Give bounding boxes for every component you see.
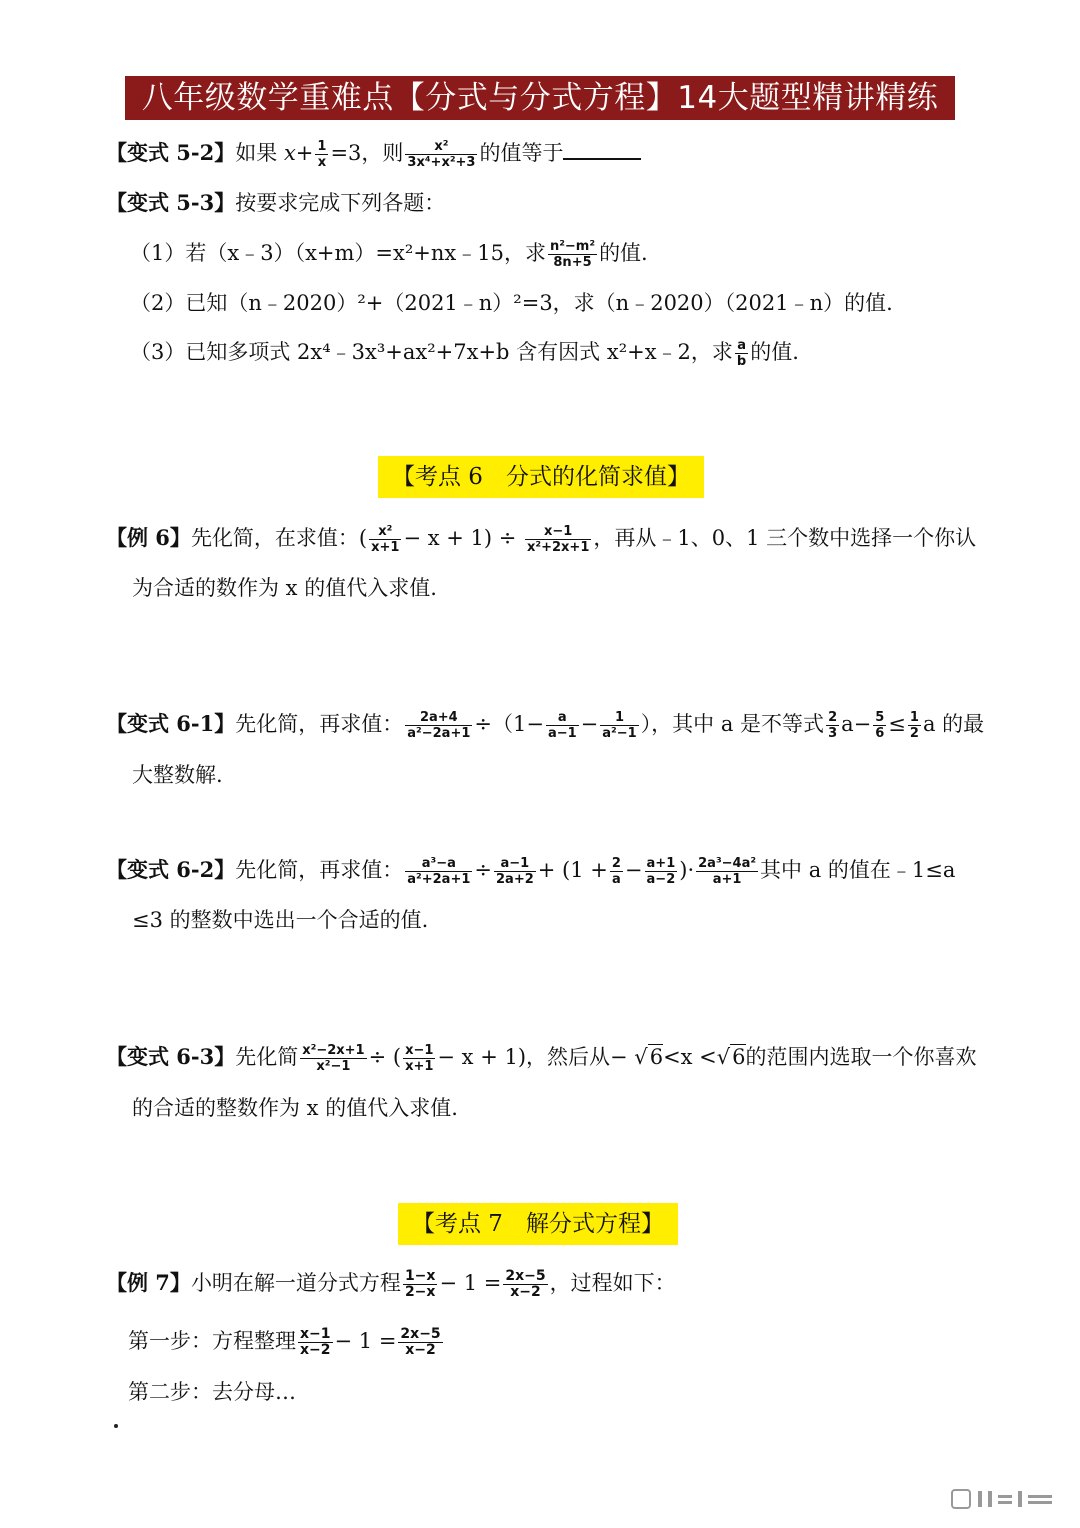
fraction: $\frac{1}{2}$	[909, 710, 919, 741]
fraction: $\frac{2}{3}$	[828, 710, 838, 741]
answer-blank	[563, 140, 641, 160]
problem-5-3-part-2: （2）已知（n﹣2020）²+（2021﹣n）²=3，求（n﹣2020）（2021﹣n）的值.	[130, 291, 893, 315]
fraction: $\frac{\text{x²}}{\text{3x⁴+x²+3}}$	[407, 139, 476, 170]
problem-tag: 【变式 6-2】	[106, 857, 236, 882]
problem-6-3: 【变式 6-3】先化简 $\frac{\text{x²−2x+1}}{\text{x²−1}}$ ÷ ( $\frac{x-1}{x+1}$ − x + 1)，然后从− √6<x <√6的范围内选取一个你喜欢	[106, 1043, 977, 1074]
problem-5-3: 【变式 5-3】按要求完成下列各题：	[106, 190, 446, 215]
fraction: $\frac{x-1}{x-2}$	[300, 1326, 331, 1358]
fraction: $\frac{\text{2a³−4a²}}{a+1}$	[698, 856, 757, 887]
problem-6-2-line-2: ≤3 的整数中选出一个合适的值.	[132, 908, 429, 932]
watermark-icon	[948, 1487, 1058, 1511]
problem-tag: 【变式 5-3】	[106, 190, 236, 215]
section-heading-7: 【考点 7 解分式方程】	[398, 1203, 678, 1245]
fraction: $\frac{2a+4}{\text{a²−2a+1}}$	[407, 710, 471, 741]
fraction: $\frac{x-1}{\text{x²+2x+1}}$	[527, 524, 590, 555]
problem-6-3-line-2: 的合适的整数作为 x 的值代入求值.	[132, 1096, 458, 1120]
example-6: 【例 6】先化简，在求值：( $\frac{\text{x²}}{x+1}$ − x + 1) ÷ $\frac{x-1}{\text{x²+2x+1}}$ ，再从﹣1、0、1 三个数中选择一个你认	[106, 524, 977, 555]
problem-5-3-part-1: （1）若（x﹣3）（x+m）=x²+nx﹣15，求 $\frac{\text{n²−m²}}{8n+5}$ 的值.	[130, 239, 648, 270]
fraction: $\frac{1}{\text{a²−1}}$	[602, 710, 637, 741]
fraction: $\frac{a}{a-1}$	[547, 710, 577, 741]
problem-tag: 【例 6】	[106, 525, 191, 550]
problem-5-2: 【变式 5-2】如果 x+ $\frac{1}{x}$ =3，则 $\frac{\text{x²}}{\text{3x⁴+x²+3}}$ 的值等于	[106, 138, 641, 170]
example-7-step-2: 第二步：去分母…	[128, 1380, 296, 1404]
fraction: $\frac{a-1}{2a+2}$	[496, 856, 534, 887]
problem-6-1: 【变式 6-1】先化简，再求值： $\frac{2a+4}{\text{a²−2a+1}}$ ÷（1− $\frac{a}{a-1}$ − $\frac{1}{\text{a²−1}}$ ），其中 a 是不等式 $\frac{2}{3}$ a− $\frac{5}{6}$ ≤ $\frac{1}{2}$ a 的最	[106, 710, 985, 741]
example-7: 【例 7】小明在解一道分式方程 $\frac{1-x}{2-x}$ − 1 = $\frac{2x-5}{x-2}$ ，过程如下：	[106, 1268, 676, 1300]
fraction: $\frac{5}{6}$	[875, 710, 885, 741]
fraction: $\frac{x-1}{x+1}$	[405, 1043, 434, 1074]
fraction: $\frac{\text{x²}}{x+1}$	[371, 524, 400, 555]
section-heading-6: 【考点 6 分式的化简求值】	[378, 456, 704, 498]
bullet-dot	[114, 1424, 118, 1428]
problem-6-2: 【变式 6-2】先化简，再求值： $\frac{\text{a³−a}}{\text{a²+2a+1}}$ ÷ $\frac{a-1}{2a+2}$ + (1 + $\frac{2}{a}$ − $\frac{a+1}{a-2}$ )· $\frac{\text{2a³−4a²}}{a+1}$ 其中 a 的值在﹣1≤a	[106, 856, 956, 887]
problem-6-1-line-2: 大整数解.	[132, 763, 223, 787]
fraction: $\frac{1-x}{2-x}$	[404, 1268, 436, 1300]
fraction: $\frac{2}{a}$	[611, 856, 621, 887]
fraction: $\frac{1}{x}$	[317, 139, 327, 170]
problem-tag: 【变式 5-2】	[106, 140, 236, 165]
fraction: $\frac{a+1}{a-2}$	[646, 856, 676, 887]
problem-tag: 【变式 6-1】	[106, 711, 236, 736]
example-6-line-2: 为合适的数作为 x 的值代入求值.	[132, 576, 437, 600]
fraction: $\frac{2x-5}{x-2}$	[505, 1268, 546, 1300]
fraction: $\frac{2x-5}{x-2}$	[400, 1326, 441, 1358]
fraction: $\frac{a}{b}$	[736, 338, 747, 369]
problem-tag: 【例 7】	[106, 1270, 191, 1295]
example-7-step-1: 第一步：方程整理 $\frac{x-1}{x-2}$ − 1 = $\frac{2x-5}{x-2}$	[128, 1326, 441, 1358]
problem-5-3-part-3: （3）已知多项式 2x⁴﹣3x³+ax²+7x+b 含有因式 x²+x﹣2，求 $\frac{a}{b}$ 的值.	[130, 338, 799, 369]
problem-tag: 【变式 6-3】	[106, 1044, 236, 1069]
fraction: $\frac{\text{a³−a}}{\text{a²+2a+1}}$	[407, 856, 471, 887]
page-title: 八年级数学重难点【分式与分式方程】14大题型精讲精练	[125, 76, 955, 120]
fraction: $\frac{\text{n²−m²}}{8n+5}$	[549, 239, 596, 270]
fraction: $\frac{\text{x²−2x+1}}{\text{x²−1}}$	[302, 1043, 365, 1074]
